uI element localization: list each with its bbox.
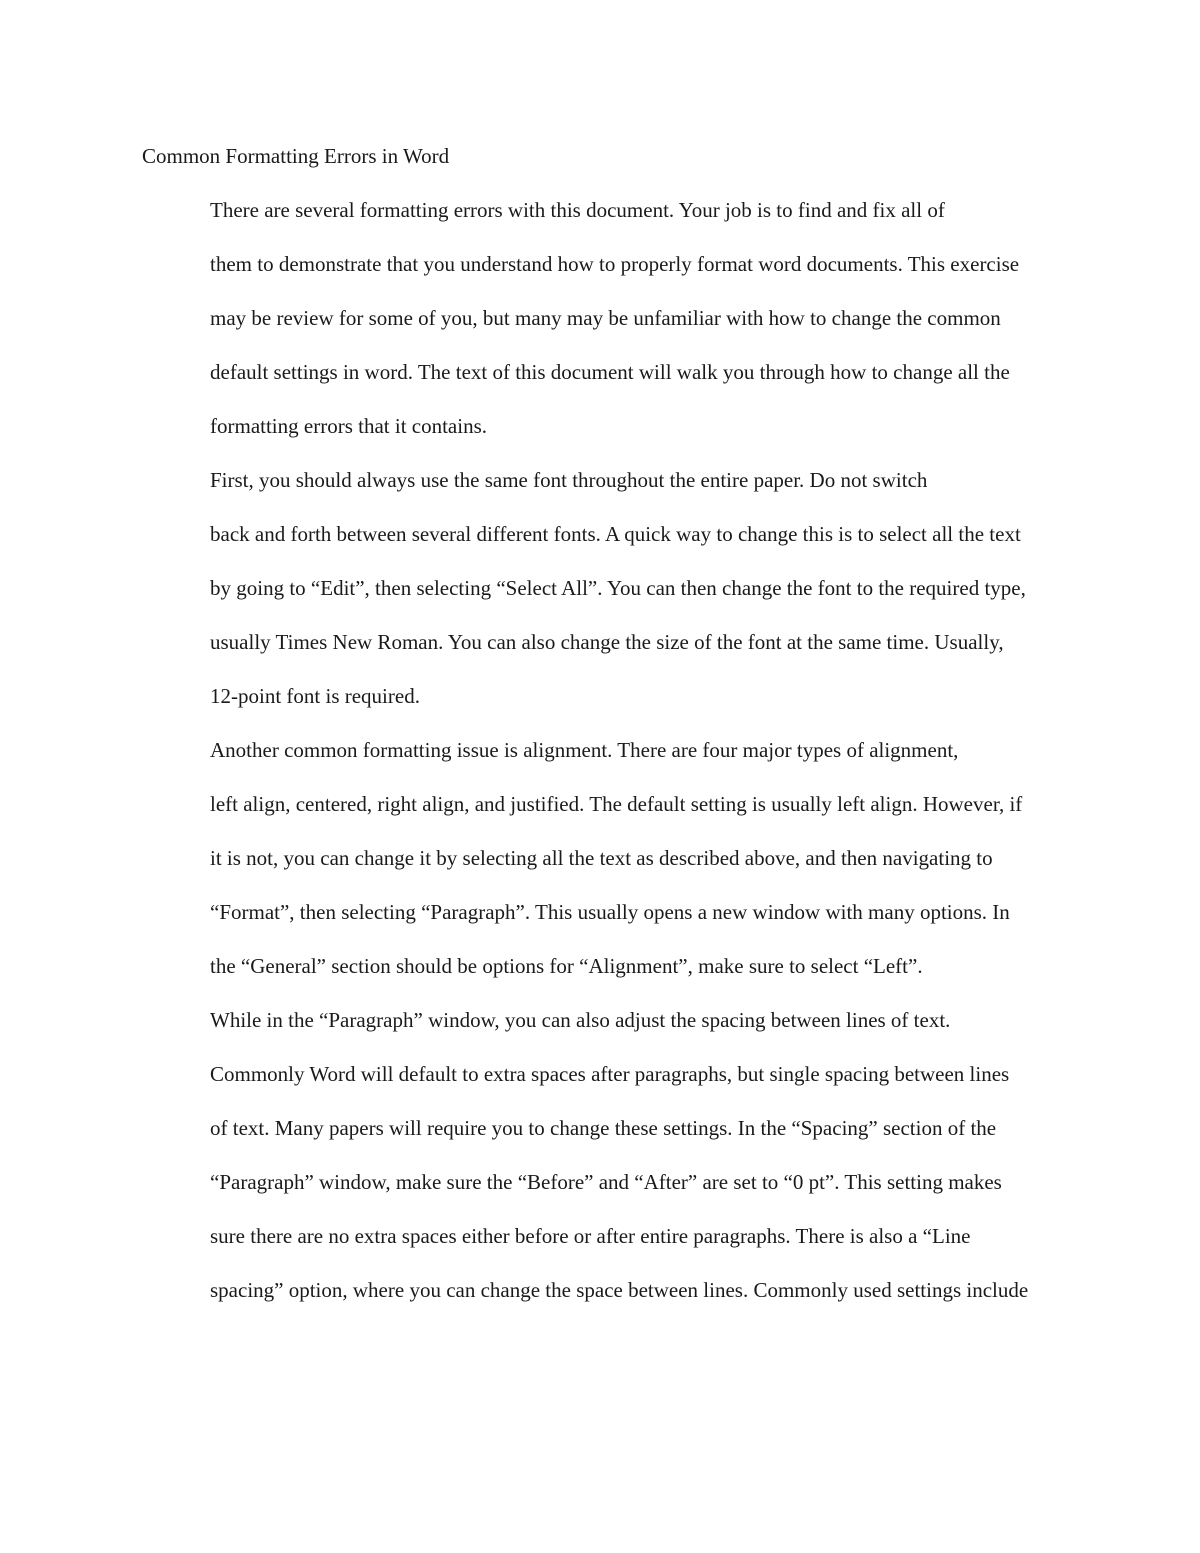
text-line: may be review for some of you, but many may be unfamiliar with how to change the common (210, 306, 1001, 330)
text-line: usually Times New Roman. You can also change the size of the font at the same time. Usually, (210, 630, 1004, 654)
text-line: them to demonstrate that you understand how to properly format word documents. This exercise (210, 252, 1020, 276)
text-line: First, you should always use the same font throughout the entire paper. Do not switch (210, 468, 928, 492)
text-line: default settings in word. The text of this document will walk you through how to change all the (210, 360, 1010, 384)
text-line: by going to “Edit”, then selecting “Select All”. You can then change the font to the required type, (210, 576, 1026, 600)
paragraph-font (142, 453, 1060, 723)
text-line: 12-point font is required. (210, 684, 420, 708)
text-line: left align, centered, right align, and justified. The default setting is usually left align. However, if (210, 792, 1023, 816)
paragraph-intro (142, 183, 1060, 453)
text-line: it is not, you can change it by selecting all the text as described above, and then navigating to (210, 846, 993, 870)
text-line: There are several formatting errors with this document. Your job is to find and fix all of (210, 198, 945, 222)
text-line: of text. Many papers will require you to change these settings. In the “Spacing” section of the (210, 1116, 997, 1140)
document-body (142, 129, 1060, 1317)
text-line: back and forth between several different fonts. A quick way to change this is to select all the text (210, 522, 1021, 546)
text-line: sure there are no extra spaces either before or after entire paragraphs. There is also a “Line (210, 1224, 971, 1248)
text-line: “Paragraph” window, make sure the “Before” and “After” are set to “0 pt”. This setting makes (210, 1170, 1002, 1194)
text-line: spacing” option, where you can change the space between lines. Commonly used settings include (210, 1278, 1029, 1302)
paragraph-spacing (142, 993, 1060, 1317)
paragraph-alignment (142, 723, 1060, 993)
text-line: “Format”, then selecting “Paragraph”. This usually opens a new window with many options. In (210, 900, 1010, 924)
document-title: Common Formatting Errors in Word (142, 144, 450, 168)
text-line: formatting errors that it contains. (210, 414, 488, 438)
text-line: Commonly Word will default to extra spaces after paragraphs, but single spacing between lines (210, 1062, 1010, 1086)
text-line: While in the “Paragraph” window, you can also adjust the spacing between lines of text. (210, 1008, 951, 1032)
text-line: Another common formatting issue is alignment. There are four major types of alignment, (210, 738, 959, 762)
text-line: the “General” section should be options for “Alignment”, make sure to select “Left”. (210, 954, 923, 978)
